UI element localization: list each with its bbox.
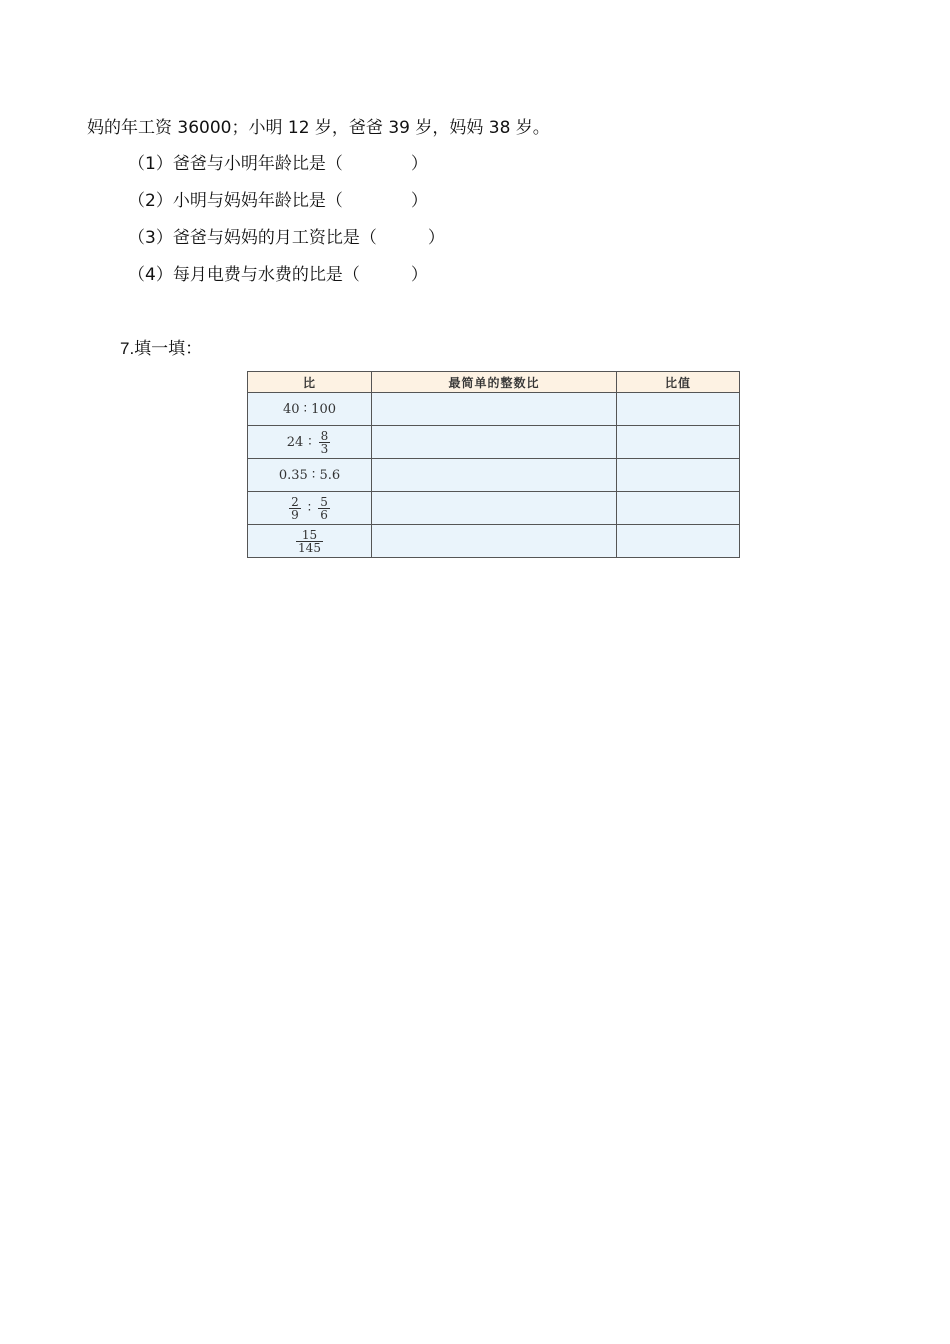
answer-cell-value[interactable] [617, 492, 740, 525]
table-row [248, 426, 740, 459]
question-3: （3）爸爸与妈妈的月工资比是（ ） [128, 228, 445, 248]
fraction-denominator: 3 [320, 441, 329, 456]
fraction-denominator: 145 [298, 540, 321, 555]
header-ratio: 比 [248, 372, 372, 393]
ratio-cell [248, 492, 372, 525]
table-header-row [248, 372, 740, 393]
ratio-colon: ∶ [308, 434, 312, 450]
fraction [319, 430, 331, 455]
question-4: （4）每月电费与水费的比是（ ） [128, 265, 428, 285]
ratio-colon: ∶ [307, 500, 312, 516]
answer-cell-simplest[interactable] [372, 393, 617, 426]
answer-cell-value[interactable] [617, 459, 740, 492]
table-row [248, 525, 740, 558]
intro-line: 妈的年工资 36000；小明 12 岁，爸爸 39 岁，妈妈 38 岁。 [87, 118, 550, 138]
fraction-numerator: 5 [320, 494, 328, 509]
header-ratio-value: 比值 [617, 372, 740, 393]
ratio-cell [248, 525, 372, 558]
ratio-cell: 0.35 ∶ 5.6 [248, 459, 372, 492]
table-row [248, 393, 740, 426]
table-row [248, 459, 740, 492]
fraction-denominator: 9 [291, 507, 299, 522]
answer-cell-simplest[interactable] [372, 525, 617, 558]
answer-cell-value[interactable] [617, 393, 740, 426]
table-row [248, 492, 740, 525]
ratio-cell: 40 ∶ 100 [248, 393, 372, 426]
question-1: （1）爸爸与小明年龄比是（ ） [128, 154, 428, 174]
answer-cell-simplest[interactable] [372, 459, 617, 492]
section-7-heading: 7.填一填： [120, 339, 203, 358]
question-2: （2）小明与妈妈年龄比是（ ） [128, 191, 428, 211]
fraction-numerator: 15 [296, 529, 323, 542]
fraction [289, 496, 301, 521]
fraction-numerator: 2 [291, 494, 299, 509]
ratio-whole: 24 [286, 434, 304, 450]
fraction [318, 496, 330, 521]
answer-cell-value[interactable] [617, 426, 740, 459]
fraction [296, 529, 323, 554]
fraction-numerator: 8 [320, 428, 329, 443]
ratio-table [247, 371, 740, 558]
answer-cell-simplest[interactable] [372, 426, 617, 459]
answer-cell-value[interactable] [617, 525, 740, 558]
header-simplest-ratio: 最简单的整数比 [372, 372, 617, 393]
answer-cell-simplest[interactable] [372, 492, 617, 525]
fraction-denominator: 6 [320, 507, 328, 522]
ratio-cell [248, 426, 372, 459]
